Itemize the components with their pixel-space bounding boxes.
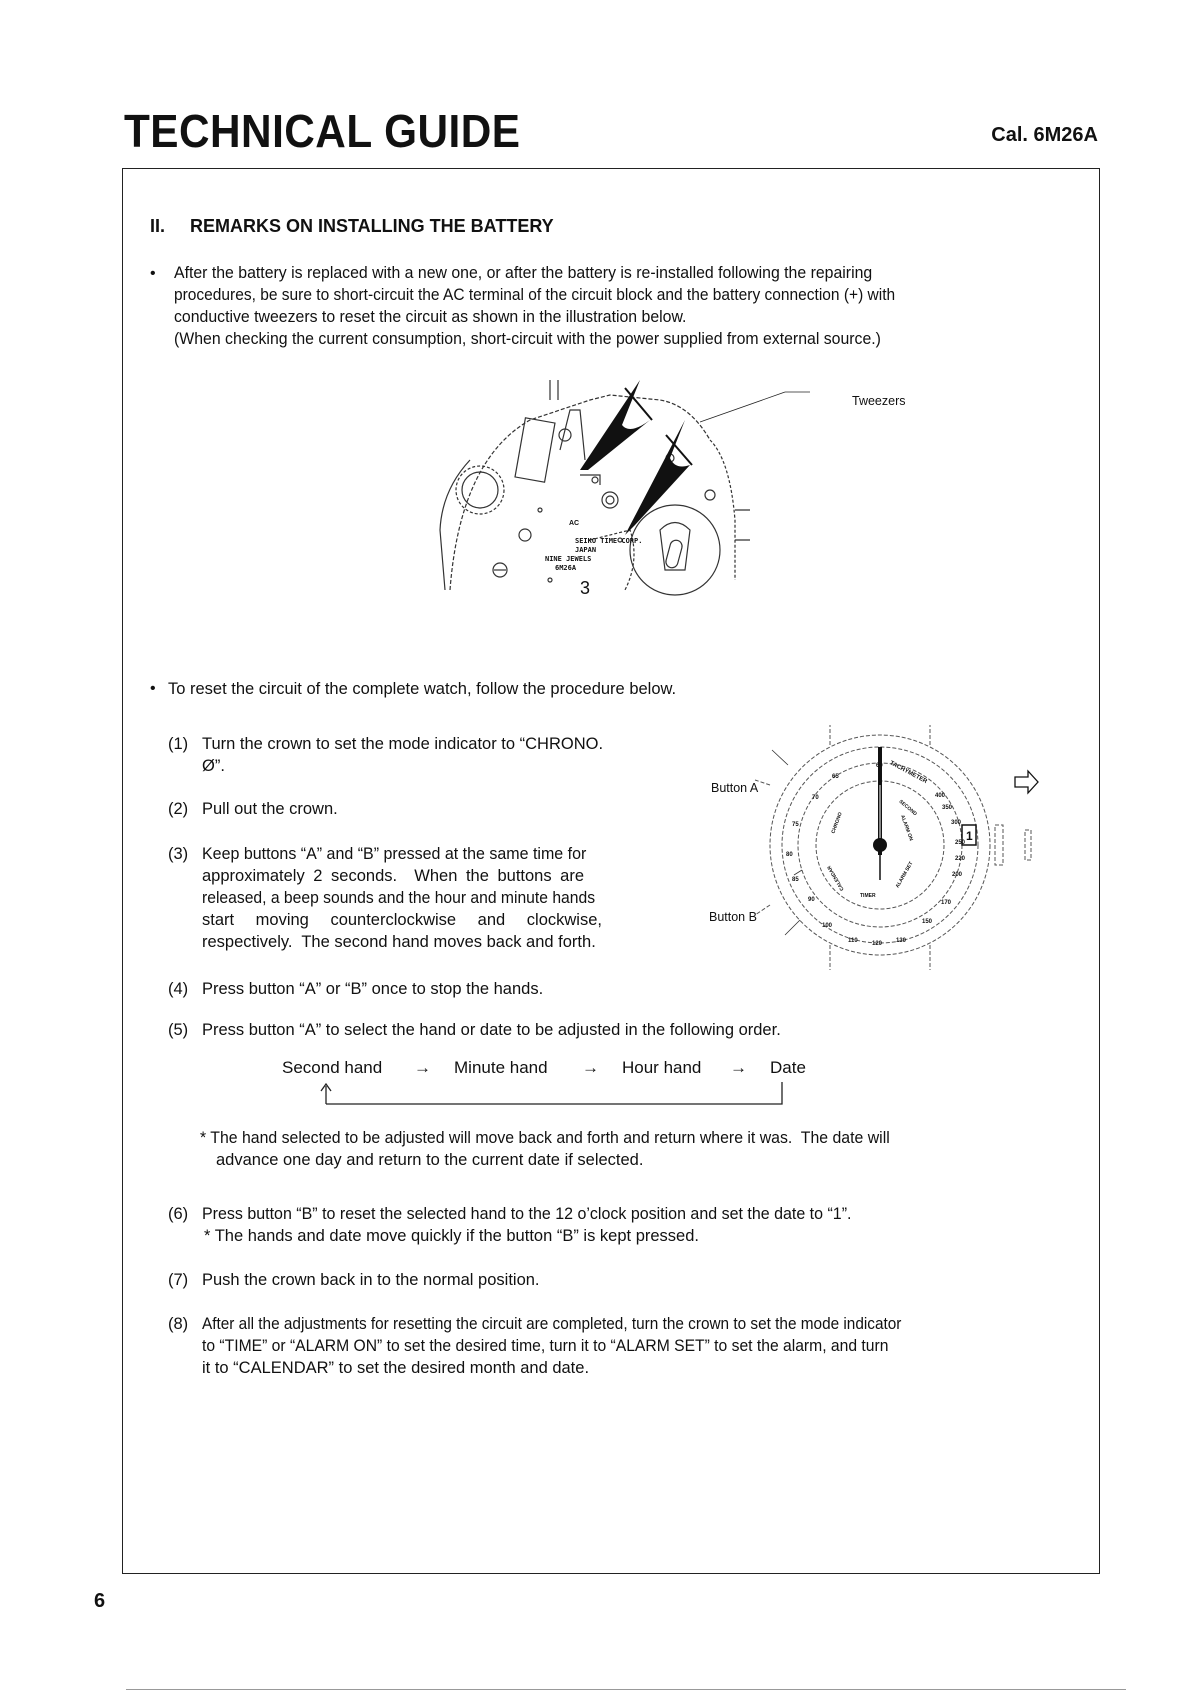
tweezers-label: Tweezers [852, 394, 906, 408]
step-line: Push the crown back in to the normal position. [202, 1271, 540, 1289]
mode-label: CALENDAR [826, 864, 846, 892]
date-window-value: 1 [966, 829, 973, 843]
mode-label: SECOND [897, 798, 918, 818]
step-line: After all the adjustments for resetting the circuit are completed, turn the crown to set the mode indicator [202, 1315, 902, 1333]
reset-intro: To reset the circuit of the complete watch, follow the procedure below. [168, 680, 677, 698]
scale-mark: 220 [955, 856, 966, 862]
scale-mark: 250 [955, 840, 966, 846]
return-loop-arrow [320, 1082, 800, 1108]
scale-mark: 90 [808, 897, 815, 903]
scale-mark: 110 [848, 938, 858, 944]
caliber-label: Cal. 6M26A [991, 124, 1098, 146]
mode-label: ALARM SET [894, 860, 915, 890]
step-line: start moving counterclockwise and clockwise, [202, 911, 602, 929]
scale-mark: 300 [951, 820, 962, 826]
section-heading [150, 216, 554, 237]
mode-label: CHRONO [830, 811, 844, 835]
movement-illustration [430, 380, 930, 630]
engraving-line: 6M26A [555, 564, 577, 572]
step-line: * The hands and date move quickly if the button “B” is kept pressed. [204, 1227, 699, 1245]
bullet-icon: • [150, 265, 156, 282]
step-line: respectively. The second hand moves back and forth. [202, 933, 596, 951]
section-number: II. [150, 216, 166, 236]
scale-mark: 70 [812, 795, 819, 801]
mode-label: ALARM ON [899, 814, 914, 842]
tachymeter-label: TACHYMETER [888, 760, 928, 786]
scale-mark: 170 [941, 900, 952, 906]
intro-line: (When checking the current consumption, short-circuit with the power supplied from external source.) [174, 330, 881, 348]
order-item: Date [770, 1058, 806, 1077]
step-number: (7) [168, 1271, 189, 1289]
arrow-right-icon: → [582, 1058, 599, 1077]
mode-label: TIMER [860, 893, 876, 899]
tweezer-left [580, 380, 650, 470]
order-item: Hour hand [622, 1058, 702, 1077]
scale-mark: 100 [822, 923, 833, 929]
number-mark: 3 [580, 578, 591, 598]
scale-mark: 80 [786, 852, 793, 858]
scale-mark: 200 [952, 872, 963, 878]
step-5-note [200, 1127, 918, 1171]
scale-mark: 130 [896, 938, 907, 944]
note-line: advance one day and return to the current date if selected. [216, 1151, 644, 1169]
step-number: (6) [168, 1205, 189, 1223]
arrow-right-icon: → [730, 1058, 747, 1077]
step-line: Turn the crown to set the mode indicator to “CHRONO. [202, 735, 604, 753]
step-line: it to “CALENDAR” to set the desired month and date. [202, 1359, 590, 1377]
step-line: Keep buttons “A” and “B” pressed at the same time for [202, 845, 587, 863]
step-number: (2) [168, 800, 189, 818]
scale-mark: 60 [876, 763, 883, 769]
engraving-line: NINE JEWELS [545, 555, 592, 563]
scale-mark: 350 [942, 805, 953, 811]
intro-line: After the battery is replaced with a new one, or after the battery is re-installed following the repairing [174, 264, 873, 282]
button-a-label: Button A [711, 781, 759, 795]
step-number: (8) [168, 1315, 189, 1333]
step-number: (3) [168, 845, 189, 863]
scale-mark: 150 [922, 919, 933, 925]
engraving-line: SEIKO TIME CORP. [575, 537, 643, 545]
page-title: TECHNICAL GUIDE [124, 105, 521, 157]
scale-mark: 400 [935, 793, 946, 799]
step-line: approximately 2 seconds. When the buttons are [202, 867, 585, 885]
step-number: (5) [168, 1021, 189, 1039]
arrow-right-icon: → [414, 1058, 431, 1077]
section-title: REMARKS ON INSTALLING THE BATTERY [190, 216, 554, 236]
page-number: 6 [94, 1590, 106, 1612]
step-line: Press button “A” to select the hand or date to be adjusted in the following order. [202, 1021, 781, 1039]
step-line: Press button “B” to reset the selected hand to the 12 o’clock position and set the date to “1”. [202, 1205, 852, 1223]
tweezer-right [625, 420, 690, 535]
scan-edge-line [126, 1689, 1126, 1690]
scale-mark: 65 [832, 774, 839, 780]
step-line: to “TIME” or “ALARM ON” to set the desired time, turn it to “ALARM SET” to set the alarm, and turn [202, 1337, 889, 1355]
step-number: (1) [168, 735, 189, 753]
step-line: Ø”. [202, 757, 225, 775]
ac-terminal-label: AC [569, 520, 580, 527]
order-item: Second hand [282, 1058, 383, 1077]
scale-mark: 120 [872, 941, 883, 947]
button-b-label: Button B [709, 910, 757, 924]
step-number: (4) [168, 980, 189, 998]
scale-mark: 85 [792, 877, 799, 883]
bullet-icon: • [150, 680, 156, 697]
movement-engraving [545, 537, 643, 573]
crown-arrow-icon [1015, 771, 1038, 793]
intro-line: procedures, be sure to short-circuit the AC terminal of the circuit block and the battery connection (+) with [174, 286, 896, 304]
intro-paragraph [174, 262, 1064, 350]
intro-line: conductive tweezers to reset the circuit as shown in the illustration below. [174, 308, 687, 326]
order-item: Minute hand [454, 1058, 548, 1077]
scale-mark: 75 [792, 822, 799, 828]
step-line: released, a beep sounds and the hour and minute hands [202, 889, 596, 907]
step-line: Press button “A” or “B” once to stop the hands. [202, 980, 544, 998]
engraving-line: JAPAN [575, 546, 597, 554]
step-line: Pull out the crown. [202, 800, 338, 818]
note-line: * The hand selected to be adjusted will move back and forth and return where it was. The date will [200, 1129, 890, 1147]
